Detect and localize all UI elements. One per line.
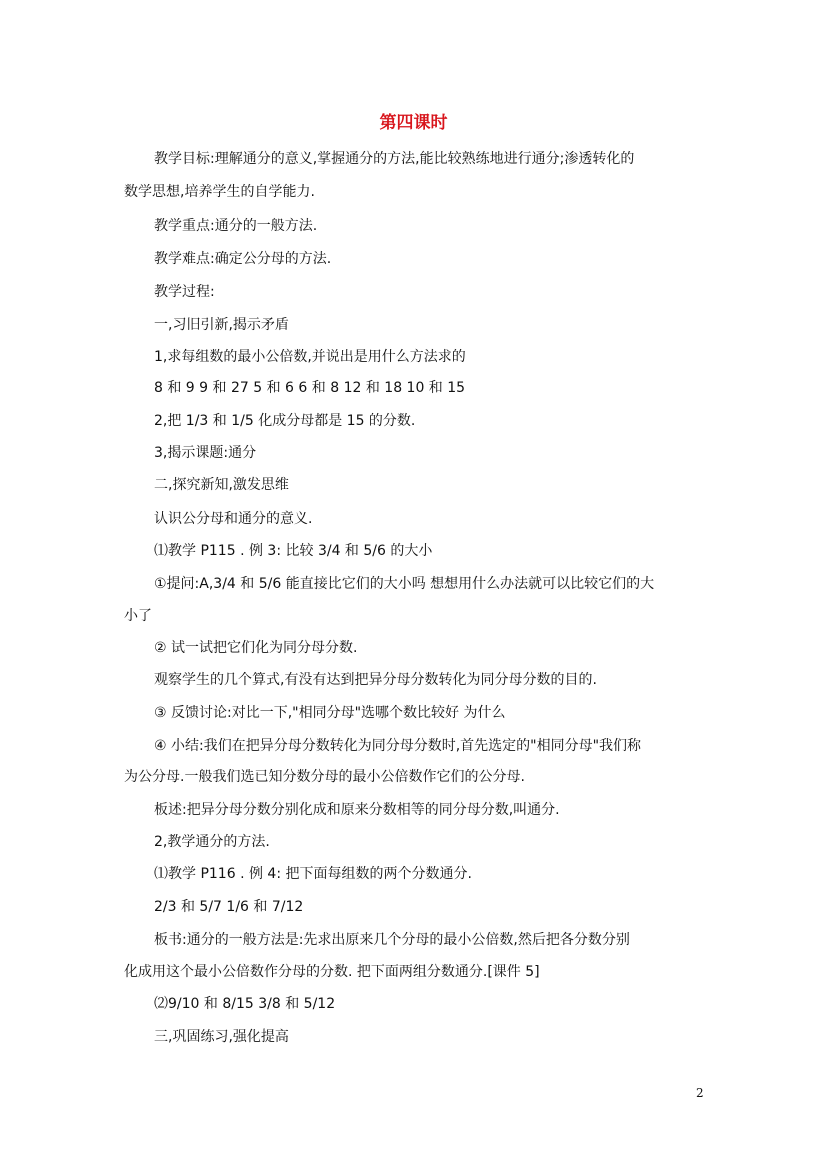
page-title: 第四课时 [379,113,448,133]
text-line: 教学重点:通分的一般方法. [154,218,318,234]
text-line: 8 和 9 9 和 27 5 和 6 6 和 8 12 和 18 10 和 15 [154,380,466,396]
page-number: 2 [696,1086,704,1100]
text-line: 化成用这个最小公倍数作分母的分数. 把下面两组分数通分.[课件 5] [124,964,540,980]
text-line: 小了 [124,608,152,624]
text-line: 1,求每组数的最小公倍数,并说出是用什么方法求的 [154,349,466,365]
text-line: 教学目标:理解通分的意义,掌握通分的方法,能比较熟练地进行通分;渗透转化的 [154,151,635,167]
text-line: 2,把 1/3 和 1/5 化成分母都是 15 的分数. [154,413,416,429]
text-line: ③ 反馈讨论:对比一下,"相同分母"选哪个数比较好 为什么 [154,705,506,721]
text-line: ④ 小结:我们在把异分母分数转化为同分母分数时,首先选定的"相同分母"我们称 [154,738,642,754]
text-line: 2/3 和 5/7 1/6 和 7/12 [154,899,304,915]
text-line: 3,揭示课题:通分 [154,445,257,461]
section-heading: 二,探究新知,激发思维 [154,477,289,493]
text-line: 认识公分母和通分的意义. [154,511,313,527]
text-line: 为公分母.一般我们选已知分数分母的最小公倍数作它们的公分母. [124,769,525,785]
text-line: ①提问:A,3/4 和 5/6 能直接比它们的大小吗 想想用什么办法就可以比较它们的大 [154,576,655,592]
text-line: ⑴教学 P116 . 例 4: 把下面每组数的两个分数通分. [154,866,472,882]
section-heading: 三,巩固练习,强化提高 [154,1029,289,1045]
text-line: 板书:通分的一般方法是:先求出原来几个分母的最小公倍数,然后把各分数分别 [154,932,630,948]
text-line: ② 试一试把它们化为同分母分数. [154,640,358,656]
text-line: 数学思想,培养学生的自学能力. [124,184,315,200]
text-line: 观察学生的几个算式,有没有达到把异分母分数转化为同分母分数的目的. [154,672,597,688]
section-heading: 一,习旧引新,揭示矛盾 [154,317,289,333]
text-line: 教学过程: [154,284,215,300]
text-line: 2,教学通分的方法. [154,834,270,850]
text-line: 教学难点:确定公分母的方法. [154,251,332,267]
text-line: ⑵9/10 和 8/15 3/8 和 5/12 [154,996,336,1012]
text-line: ⑴教学 P115 . 例 3: 比较 3/4 和 5/6 的大小 [154,543,433,559]
text-line: 板述:把异分母分数分别化成和原来分数相等的同分母分数,叫通分. [154,802,560,818]
